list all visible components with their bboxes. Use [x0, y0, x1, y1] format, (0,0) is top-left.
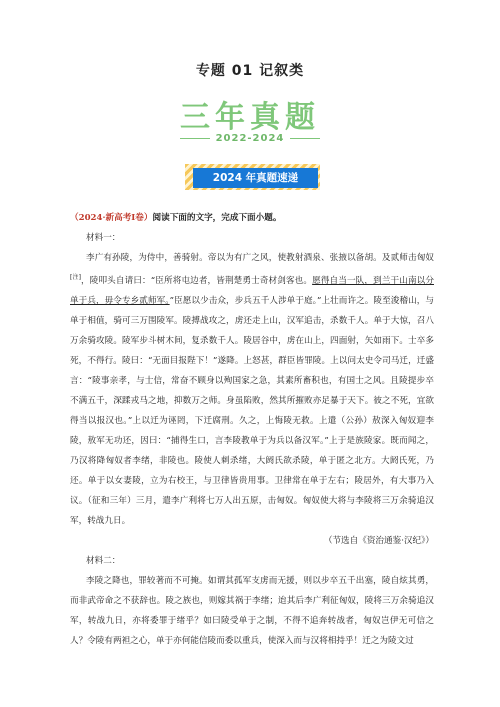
right-rule — [290, 138, 320, 139]
topic-title: 专题 01 记叙类 — [195, 63, 305, 79]
text-segment: ”臣愿以少击众，步兵五千人涉单于庭。”上壮而许之。陵至浚稽山，与单于相值，骑可三万围陵军。陵搏战攻之，虏还走上山，汉军追击，杀数千人。单于大惊，召八万余骑攻陵。陵军步斗树木间，复杀数千人。陵居谷中，虏在山上，四面射，矢如雨下。士卒多死，不得行。陵曰：“无面目报陛下！”遂降。上怒甚，群臣皆罪陵。上以问太史令司马迁，迁盛言：“陵事亲孝，与士信，常奋不顾身以殉国家之急，其素所畜积也，有国士之风。且陵提步卒不满五千，深蹂戎马之地，抑数万之师。身虽陷败，然其所摧败亦足暴于天下。彼之不死，宜欲得当以报汉也。”上以迁为诬罔，下迁腐刑。久之，上悔陵无救。上遣（公孙）敖深入匈奴迎李陵，敖军无功还，因曰：“捕得生口，言李陵教单于为兵以备汉军。”上于是族陵家。既而闻之，乃汉将降匈奴者李绪，非陵也。陵使人刺杀绪，大阏氏欲杀陵，单于匿之北方。大阏氏死，乃还。单于以女妻陵，立为右校王，与卫律皆贵用事。卫律常在单于左右；陵居外，有大事乃入议。（征和三年）三月，遣李广利将七万人出五原，击匈奴。匈奴使大将与李陵将三万余骑追汉军，转战九日。 — [70, 295, 434, 526]
text-segment: 李广有孙陵，为侍中，善骑射。帝以为有广之风，使教射酒泉、张掖以备胡。及贰师击匈奴 — [86, 253, 434, 263]
material1-label: 材料一： — [86, 233, 121, 243]
years-text: 2022-2024 — [215, 133, 285, 144]
big-title: 三年真题 — [180, 100, 320, 135]
question-source: （2024·新高考Ⅰ卷） — [70, 213, 153, 223]
text-segment: ，陵叩头自请曰：“臣所将屯边者，皆荆楚勇士奇材剑客也。 — [80, 275, 313, 286]
instruction-text: 阅读下面的文字，完成下面小题。 — [152, 213, 282, 223]
years-range — [0, 133, 500, 144]
banner — [185, 164, 320, 192]
material2-text: 李陵之降也，罪较著而不可掩。如谓其孤军支虏而无援，则以步卒五千出塞，陵自炫其勇，而非武帝命之不获辞也。陵之族也，则嫁其祸于李绪；迨其后李广利征匈奴，陵将三万余骑追汉军，转战九日，亦将委罪于绪乎？如曰陵受单于之制，不得不追奔转战者，匈奴岂伊无可信之人？令陵有两袒之心，单于亦何能信陵而委以重兵，使深入而与汉将相持乎！迁之为陵文过 — [70, 575, 434, 646]
note-mark: [注] — [70, 274, 81, 281]
material1-source: （节选自《资治通鉴·汉纪》） — [323, 535, 434, 546]
banner-label: 2024 年真题速递 — [193, 168, 318, 188]
underlined-sentence: 愿得自当一队，到兰干山南以分单于兵，毋令专乡贰师军。 — [70, 275, 434, 306]
material2-label: 材料二： — [86, 555, 121, 566]
question-instruction — [70, 208, 434, 228]
left-rule — [180, 138, 210, 139]
document-body — [70, 208, 434, 651]
material1-text — [70, 248, 434, 531]
